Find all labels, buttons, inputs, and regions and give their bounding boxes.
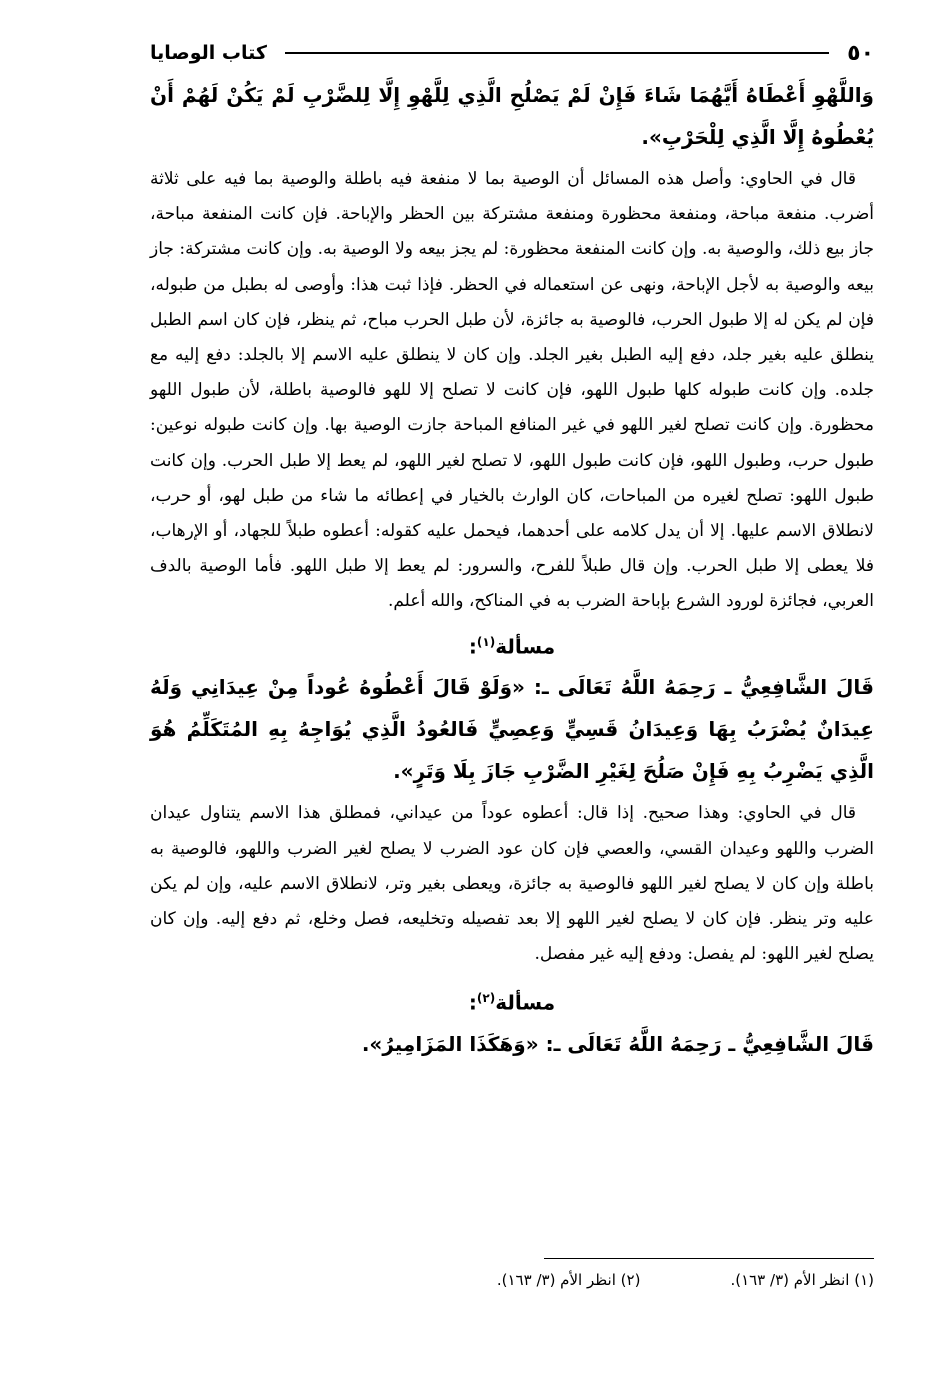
footnote-ref: (٢) [476, 991, 496, 1006]
footnote-2: (٢) انظر الأم (٣/ ١٦٣). [496, 1271, 641, 1289]
shafii-quote-2: قَالَ الشَّافِعِيُّ ـ رَحِمَهُ اللَّهُ تَعَالَى ـ: «وَهَكَذَا المَزَامِيرُ». [361, 1031, 874, 1056]
heading-text: مسألة [495, 990, 556, 1015]
page-number: ٥٠ [847, 40, 874, 66]
commentary-paragraph-2: قال في الحاوي: وهذا صحيح. إذا قال: أعطوه عوداً من عيداني، فمطلق هذا الاسم يتناول عيدان الضرب واللهو وعيدان القسي، والعصي فإن كان عود الضرب لا يصلح لغير الضرب واللهو، فالوصية به باطلة وإن كان لا يصلح لغير اللهو فالوصية به جائزة، ويعطى بغير وتر، لانطلاق الاسم عليه، وإن لم يكن عليه وتر ينظر. فإن كان لا يصلح لغير اللهو إلا بعد تفصيله وتخليعه، فصل وخلع، ثم دفع إليه. وإن كان يصلح لغير اللهو: لم يفصل: ودفع إليه غير مفصل. [150, 803, 874, 965]
section-heading-2 [150, 978, 874, 1023]
footnote-rule [544, 1258, 874, 1259]
footnote-1: (١) انظر الأم (٣/ ١٦٣). [730, 1271, 874, 1289]
book-title: كتاب الوصايا [150, 42, 267, 64]
footnotes [150, 1258, 874, 1289]
commentary-paragraph-1: قال في الحاوي: وأصل هذه المسائل أن الوصية بما لا منفعة فيه باطلة والوصية بما فيه على ثلاثة أضرب. منفعة مباحة، ومنفعة محظورة ومنفعة مشتركة بين الحظر والإباحة. فإن كانت المنفعة مباحة، جاز بيع ذلك، والوصية به. وإن كانت المنفعة محظورة: لم يجز بيعه ولا الوصية به. وإن كانت مشتركة: جاز بيعه والوصية به لأجل الإباحة، ونهى عن استعماله في الحظر. فإذا ثبت هذا: وأوصى له بطبل من طبوله، فإن لم يكن له إلا طبول الحرب، فالوصية به جائزة، لأن طبل الحرب مباح، ثم ينظر، فإن كان اسم الطبل ينطلق عليه بغير جلد، دفع إليه الطبل بغير الجلد. وإن كان لا ينطلق عليه الاسم إلا بالجلد: دفع إليه مع جلده. وإن كانت طبوله كلها طبول اللهو، فإن كانت لا تصلح إلا للهو فالوصية باطلة، لأن طبول اللهو محظورة. وإن كانت تصلح لغير اللهو في غير المنافع المباحة جازت الوصية بها. وإن كانت طبوله نوعين: طبول حرب، وطبول اللهو، فإن كانت طبول اللهو، لا تصلح لغير اللهو، لم يعط إلا طبل الحرب. وإن كانت طبول اللهو: تصلح لغيره من المباحات، كان الوارث بالخيار في إعطائه ما شاء من طبل لهو، أو حرب، لانطلاق الاسم عليها. إلا أن يدل كلامه على أحدهما، فيحمل عليه كقوله: أعطوه طبلاً للجهاد، أو الإرهاب، فلا يعطى إلا طبل الحرب. وإن قال طبلاً للفرح، والسرور: لم يعط إلا طبل اللهو. فأما الوصية بالدف العربي، فجائزة لورود الشرع بإباحة الضرب به في المناكح، والله أعلم. [150, 169, 874, 612]
heading-colon: : [468, 634, 477, 659]
page-header [150, 38, 874, 68]
header-rule [285, 52, 829, 54]
footnote-ref: (١) [476, 634, 496, 649]
quote-continuation: وَاللَّهْوِ أَعْطَاهُ أَيَّهُمَا شَاءَ فَإِنْ لَمْ يَصْلُحِ الَّذِي لِلَّهْوِ إِلَّا لِلضَّرْبِ لَمْ يَكُنْ لَهُمْ أَنْ يُعْطُوهُ إِلَّا الَّذِي لِلْحَرْبِ». [150, 83, 874, 149]
section-heading-1 [150, 622, 874, 667]
heading-text: مسألة [495, 634, 556, 659]
shafii-quote-1: قَالَ الشَّافِعِيُّ ـ رَحِمَهُ اللَّهُ تَعَالَى ـ: «وَلَوْ قَالَ أَعْطُوهُ عُوداً مِنْ عِيدَانِي وَلَهُ عِيدَانٌ يُضْرَبُ بِهَا وَعِيدَانُ قَسِيٍّ وَعِصِيٍّ فَالعُودُ الَّذِي يُوَاجِهُ بِهِ المُتَكَلِّمُ هُوَ الَّذِي يَضْرِبُ بِهِ فَإِنْ صَلُحَ لِغَيْرِ الضَّرْبِ جَازَ بِلَا وَتَرٍ». [150, 675, 874, 784]
footnote-row [150, 1271, 874, 1289]
heading-colon: : [468, 990, 477, 1015]
